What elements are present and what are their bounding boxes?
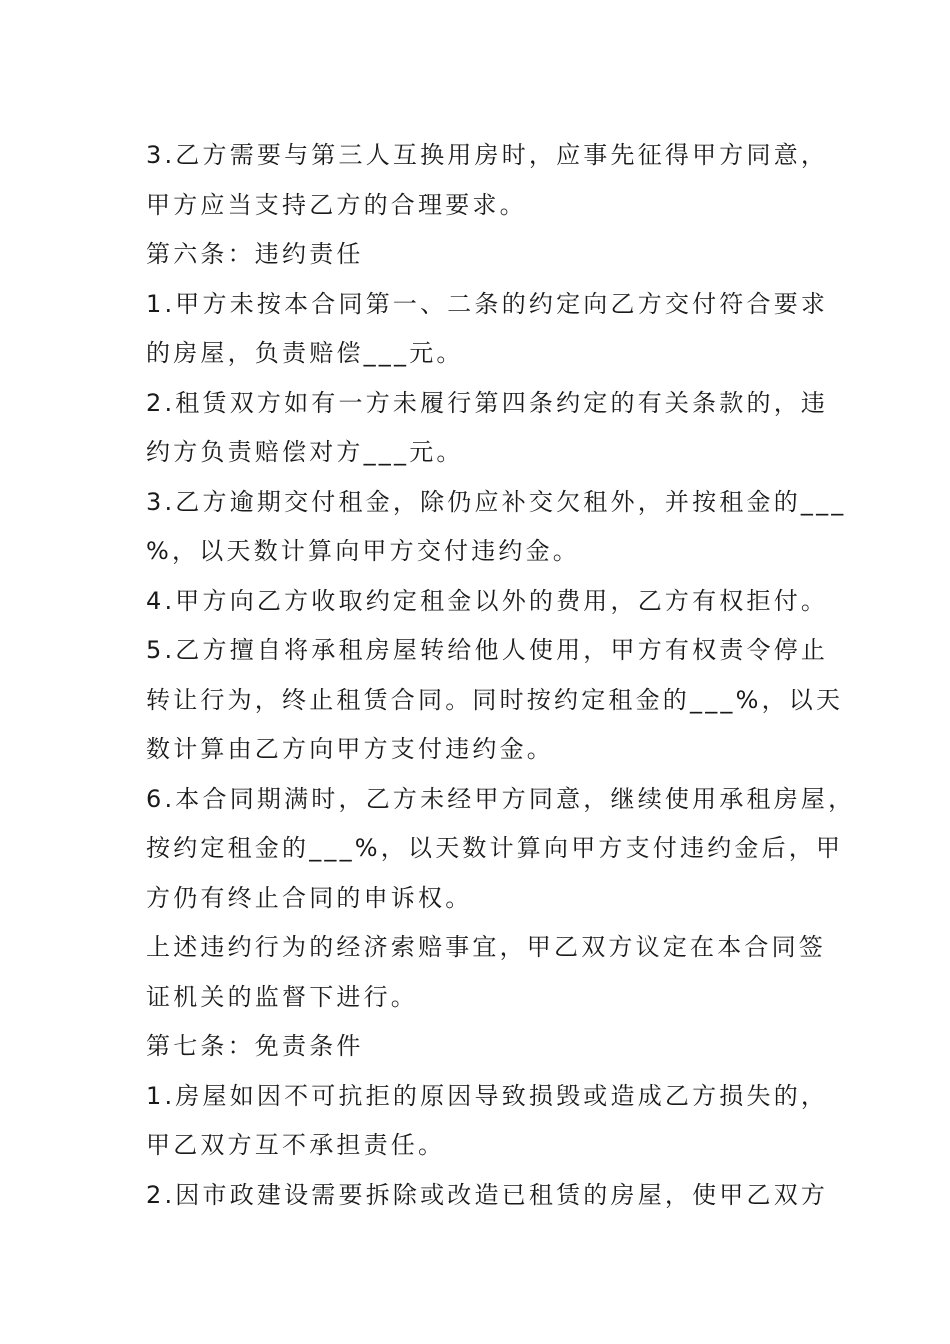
text-line: 2.因市政建设需要拆除或改造已租赁的房屋，使甲乙双方 — [146, 1180, 829, 1209]
article-7-item-2 — [146, 1171, 836, 1221]
text-line: 甲乙双方互不承担责任。 — [146, 1131, 446, 1159]
text-line: 数计算由乙方向甲方支付违约金。 — [146, 735, 554, 763]
article-6-item-1 — [146, 280, 836, 379]
text-line: 3.乙方逾期交付租金，除仍应补交欠租外，并按租金的___ — [146, 487, 847, 516]
article-6-item-4 — [146, 577, 836, 627]
text-line: 1.甲方未按本合同第一、二条的约定向乙方交付符合要求 — [146, 289, 829, 318]
text-line: 5.乙方擅自将承租房屋转给他人使用，甲方有权责令停止 — [146, 636, 829, 664]
article-7-heading — [146, 1022, 836, 1072]
section-heading: 第七条：免责条件 — [146, 1032, 364, 1060]
article-6-item-5 — [146, 626, 844, 775]
article-6-heading — [146, 230, 836, 280]
article-6-summary — [146, 923, 836, 1022]
text-line: 2.租赁双方如有一方未履行第四条约定的有关条款的，违 — [146, 388, 829, 417]
text-line: 上述违约行为的经济索赔事宜，甲乙双方议定在本合同签 — [146, 933, 826, 961]
text-line: 4.甲方向乙方收取约定租金以外的费用，乙方有权拒付。 — [146, 586, 829, 615]
document-body — [146, 131, 856, 1220]
clause-5-item-3 — [146, 131, 836, 230]
text-line: 甲方应当支持乙方的合理要求。 — [146, 190, 527, 219]
text-line: %，以天数计算向甲方交付违约金。 — [146, 537, 581, 565]
text-line: 证机关的监督下进行。 — [146, 982, 418, 1011]
text-line: 方仍有终止合同的申诉权。 — [146, 883, 473, 912]
section-heading: 第六条：违约责任 — [146, 240, 364, 268]
text-line: 的房屋，负责赔偿___元。 — [146, 339, 464, 367]
text-line: 6.本合同期满时，乙方未经甲方同意，继续使用承租房屋， — [146, 784, 856, 813]
article-6-item-6 — [146, 775, 856, 924]
text-line: 3.乙方需要与第三人互换用房时，应事先征得甲方同意， — [146, 141, 829, 169]
article-6-item-3 — [146, 478, 847, 577]
text-line: 按约定租金的___%，以天数计算向甲方支付违约金后，甲 — [146, 834, 844, 862]
text-line: 转让行为，终止租赁合同。同时按约定租金的___%，以天 — [146, 685, 844, 714]
text-line: 1.房屋如因不可抗拒的原因导致损毁或造成乙方损失的， — [146, 1081, 829, 1110]
text-line: 约方负责赔偿对方___元。 — [146, 438, 464, 466]
article-6-item-2 — [146, 379, 836, 478]
article-7-item-1 — [146, 1072, 836, 1171]
